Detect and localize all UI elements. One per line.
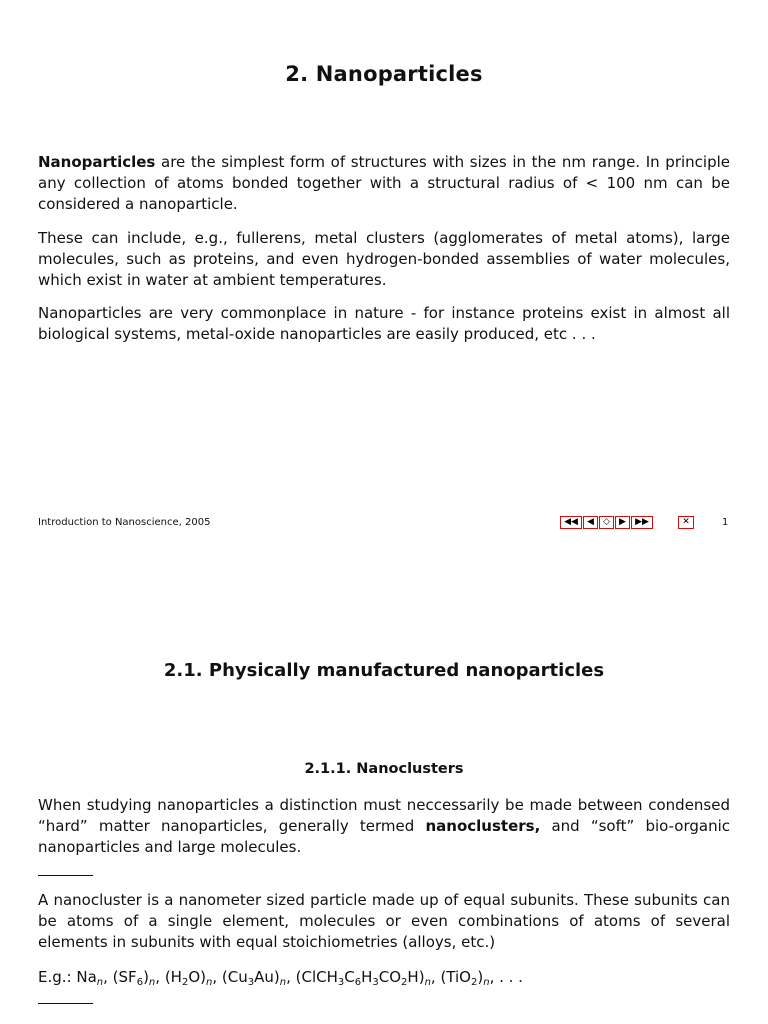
nature-paragraph: Nanoparticles are very commonplace in nature - for instance proteins exist in almost all biological systems, metal-oxide nanoparticles are easily produced, etc . . .: [38, 304, 730, 343]
examples-paragraph: These can include, e.g., fullerens, metal clusters (agglomerates of metal atoms), large molecules, such as proteins, and even hydrogen-bonded assemblies of water molecules, which exist in water at ambient temperatures.: [38, 229, 730, 289]
paren: ): [477, 968, 484, 986]
subscript-n: n: [279, 977, 287, 988]
section-title: 2.1. Physically manufactured nanoparticles: [163, 660, 605, 681]
formula-examples: [38, 967, 730, 988]
paren: ): [143, 968, 149, 986]
close-icon[interactable]: ✕: [678, 516, 694, 529]
formula-part: H: [361, 968, 373, 986]
formula-part: C: [344, 968, 355, 986]
formula-sf6: (SF: [112, 968, 137, 986]
distinction-text-a: When studying nanoparticles a distinction must neccessarily be made between condensed “hard” matter nanoparticles, generally termed: [38, 796, 730, 835]
distinction-paragraph: [38, 795, 730, 858]
home-icon[interactable]: ◇: [599, 516, 614, 529]
subscript-n: n: [424, 977, 431, 988]
distinction-text-b: and “soft” bio-organic nanoparticles and large molecules.: [38, 817, 730, 856]
nanoclusters-term: nanoclusters,: [425, 817, 541, 835]
first-page-icon[interactable]: ◀◀: [560, 516, 582, 529]
subscript-n: n: [96, 977, 104, 988]
next-page-icon[interactable]: ▶: [615, 516, 630, 529]
slide-2: [0, 545, 768, 1024]
formula-h2o: (H: [164, 968, 182, 986]
formula-organic: (ClCH: [295, 968, 338, 986]
divider: [38, 1003, 93, 1004]
slide-navigation: [560, 516, 695, 529]
formula-part: Au): [254, 968, 280, 986]
subscript: 2: [470, 977, 478, 988]
previous-page-icon[interactable]: ◀: [583, 516, 598, 529]
subscript: 3: [247, 977, 255, 988]
formula-na: Na: [76, 968, 97, 986]
subscript-n: n: [148, 977, 156, 988]
definition-paragraph: A nanocluster is a nanometer sized particle made up of equal subunits. These subunits can be atoms of a single element, molecules or even combinations of atoms of several elements in subunits with equal stoichiometries (alloys, etc.): [38, 891, 730, 951]
subscript-n: n: [483, 977, 490, 988]
subscript-n: n: [206, 977, 213, 988]
subscript: 6: [354, 977, 362, 988]
subsection-title: 2.1.1. Nanoclusters: [304, 761, 464, 777]
subscript: 2: [401, 977, 408, 988]
subscript: 3: [337, 977, 345, 988]
separator: ,: [286, 968, 296, 986]
slide-title: 2. Nanoparticles: [285, 62, 483, 86]
subscript: 3: [372, 977, 379, 988]
separator: ,: [155, 968, 165, 986]
formula-part: O): [188, 968, 206, 986]
nanoparticles-term: Nanoparticles: [38, 153, 156, 171]
separator: ,: [103, 968, 113, 986]
intro-paragraph-text: are the simplest form of structures with sizes in the nm range. In principle any collection of atoms bonded together with a structural radius of < 100 nm can be considered a nanoparticle.: [38, 153, 730, 213]
formula-cu3au: (Cu: [221, 968, 248, 986]
last-page-icon[interactable]: ▶▶: [631, 516, 653, 529]
formula-tio2: (TiO: [440, 968, 471, 986]
separator: ,: [212, 968, 222, 986]
intro-paragraph: [38, 152, 730, 215]
separator: ,: [430, 968, 441, 986]
page-number: 1: [722, 517, 729, 528]
formula-part: H): [407, 968, 425, 986]
formula-part: CO: [378, 968, 402, 986]
subscript: 6: [136, 977, 144, 988]
subscript: 2: [181, 977, 189, 988]
ellipsis: , . . .: [489, 968, 523, 986]
divider: [38, 875, 93, 876]
examples-prefix: E.g.:: [38, 968, 77, 986]
footer-course-label: Introduction to Nanoscience, 2005: [38, 517, 211, 528]
